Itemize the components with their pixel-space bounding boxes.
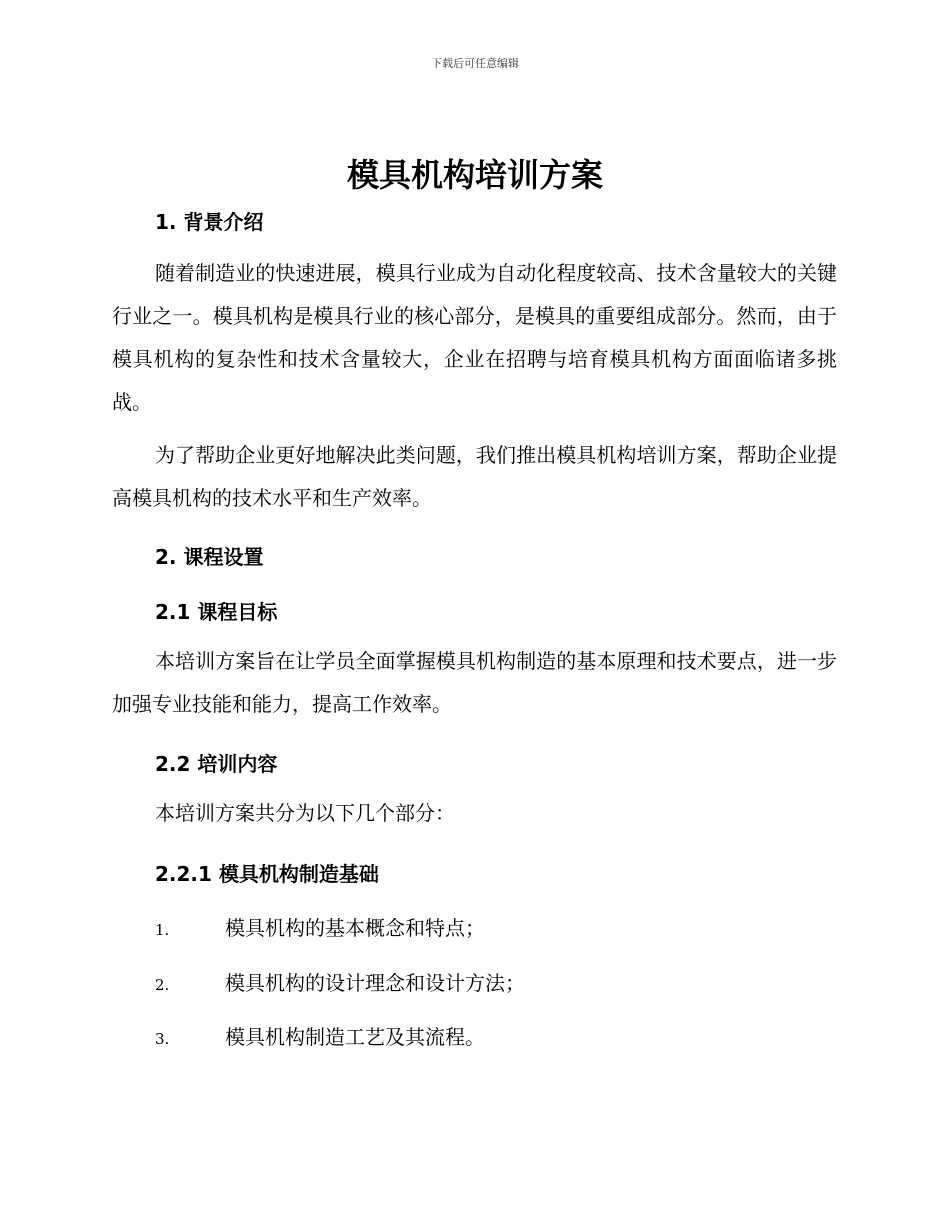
list-item-text: 模具机构的设计理念和设计方法； <box>225 971 525 995</box>
list-item-number: 1. <box>155 921 170 939</box>
paragraph-training-content: 本培训方案共分为以下几个部分： <box>155 801 455 825</box>
list-item-number: 2. <box>155 976 170 994</box>
list-item-number: 3. <box>155 1030 170 1048</box>
paragraph-background-1: 随着制造业的快速进展，模具行业成为自动化程度较高、技术含量较大的关键行业之一。模具机构是模具行业的核心部分，是模具的重要组成部分。然而，由于模具机构的复杂性和技术含量较大，企业在招聘与培育模具机构方面面临诸多挑战。 <box>112 261 837 414</box>
document-title: 模具机构培训方案 <box>346 156 603 194</box>
subsection-heading-training-content: 2.2 培训内容 <box>155 752 278 776</box>
paragraph-course-goal: 本培训方案旨在让学员全面掌握模具机构制造的基本原理和技术要点，进一步加强专业技能和能力，提高工作效率。 <box>112 649 837 716</box>
subsubsection-heading-basics: 2.2.1 模具机构制造基础 <box>155 862 379 886</box>
section-heading-background: 1. 背景介绍 <box>155 210 264 234</box>
list-item <box>155 912 485 941</box>
section-heading-course-setup: 2. 课程设置 <box>155 545 264 569</box>
list-item <box>155 1021 485 1050</box>
page-header-note: 下载后可任意编辑 <box>431 57 519 70</box>
list-item-text: 模具机构制造工艺及其流程。 <box>225 1025 485 1049</box>
paragraph-background-2: 为了帮助企业更好地解决此类问题，我们推出模具机构培训方案，帮助企业提高模具机构的技术水平和生产效率。 <box>112 443 837 510</box>
subsection-heading-course-goal: 2.1 课程目标 <box>155 600 278 624</box>
list-item <box>155 967 525 996</box>
list-item-text: 模具机构的基本概念和特点； <box>225 916 485 940</box>
